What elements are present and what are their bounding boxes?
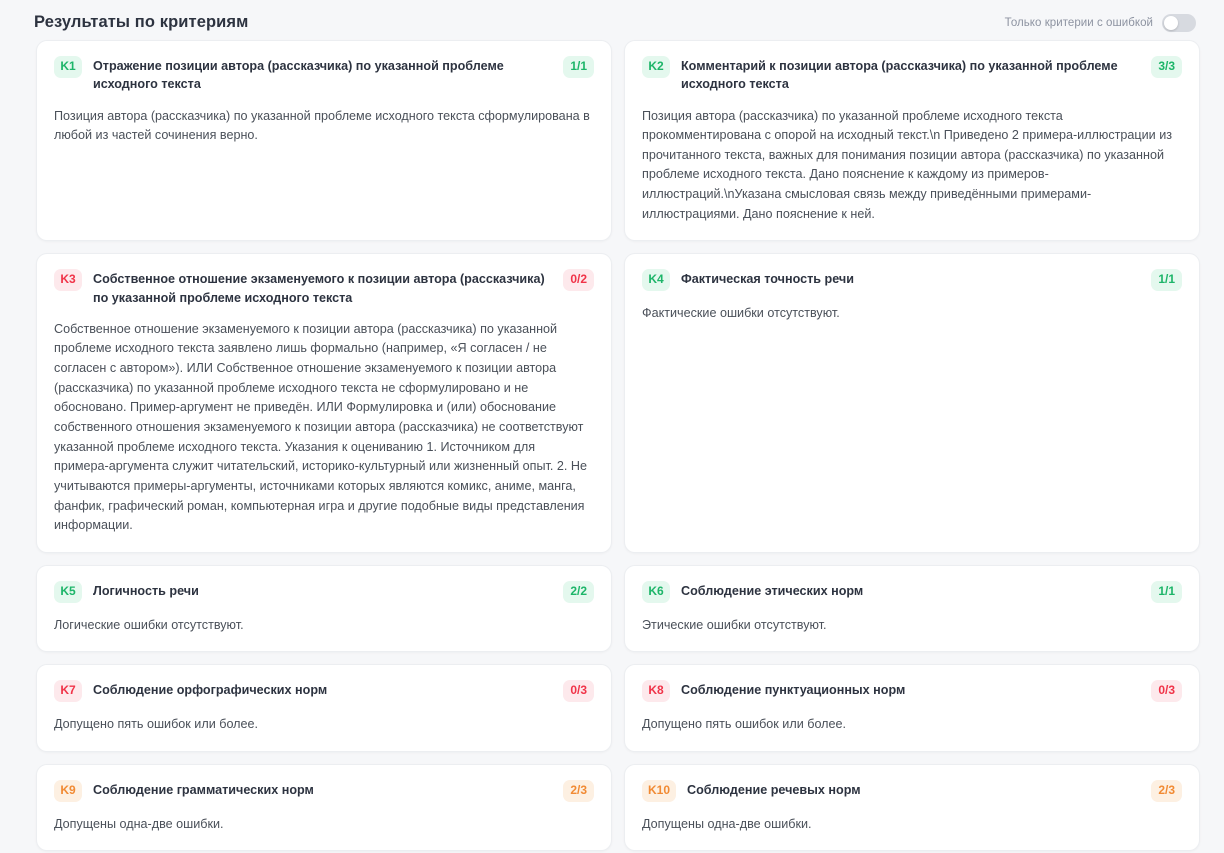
criterion-description: Собственное отношение экзаменуемого к позиции автора (рассказчика) по указанной проблеме исходного текста заявлено лишь формально (например, «Я согласен / не согласен с автором»). ИЛИ Собственное отношение экзаменуемого к позиции автора (рассказчика) по указанной проблеме исходного текста не сформулировано и не обосновано. Пример-аргумент не приведён. ИЛИ Формулировка и (или) обоснование собственного отношения экзаменуемого к позиции автора (рассказчика) не соответствуют указанной проблеме исходного текста. Указания к оцениванию 1. Источником для примера-аргумента служит читательский, историко-культурный или жизненный опыт. 2. Не учитываются примеры-аргументы, источниками которых являются комикс, аниме, манга, фанфик, графический роман, компьютерная игра и другие подобные виды представления информации. bbox=[54, 321, 591, 533]
criterion-description: Допущены одна-две ошибки. bbox=[642, 816, 812, 831]
criterion-card-k3 bbox=[36, 253, 612, 553]
criterion-header bbox=[54, 580, 594, 603]
criterion-header bbox=[642, 580, 1182, 603]
toggle-knob bbox=[1164, 16, 1178, 30]
criterion-card-k5 bbox=[36, 565, 612, 652]
criterion-header bbox=[54, 55, 594, 94]
criterion-title: Отражение позиции автора (рассказчика) по указанной проблеме исходного текста bbox=[93, 59, 504, 92]
criterion-code-badge: K5 bbox=[54, 581, 82, 603]
criterion-header bbox=[54, 268, 594, 307]
error-only-toggle[interactable] bbox=[1162, 14, 1196, 32]
criterion-card-k8 bbox=[624, 664, 1200, 751]
criterion-title: Соблюдение речевых норм bbox=[687, 782, 861, 797]
criteria-grid bbox=[0, 38, 1224, 851]
criterion-description: Позиция автора (рассказчика) по указанной проблеме исходного текста прокомментирована с опорой на исходный текст.\n Приведено 2 примера-иллюстрации из прочитанного текста, важных для понимания позиции автора (рассказчика) по указанной проблеме исходного текста. Дано пояснение к каждому из примеров-иллюстраций.\nУказана смысловая связь между приведёнными примерами-иллюстрациями. Дано пояснение к ней. bbox=[642, 108, 1176, 221]
criterion-description: Фактические ошибки отсутствуют. bbox=[642, 306, 840, 321]
criterion-score-badge: 0/3 bbox=[1151, 680, 1182, 702]
criterion-code-badge: K1 bbox=[54, 56, 82, 78]
criterion-card-k1 bbox=[36, 40, 612, 241]
criterion-score-badge: 1/1 bbox=[563, 56, 594, 78]
page-header bbox=[0, 0, 1224, 38]
criterion-header bbox=[642, 779, 1182, 802]
criterion-title: Соблюдение пунктуационных норм bbox=[681, 683, 906, 698]
criterion-card-k6 bbox=[624, 565, 1200, 652]
criterion-card-k4 bbox=[624, 253, 1200, 553]
criterion-description: Допущены одна-две ошибки. bbox=[54, 816, 224, 831]
criterion-score-badge: 2/3 bbox=[1151, 780, 1182, 802]
criterion-header bbox=[642, 55, 1182, 94]
criterion-title: Логичность речи bbox=[93, 583, 199, 598]
criterion-title: Соблюдение орфографических норм bbox=[93, 683, 328, 698]
criterion-code-badge: K4 bbox=[642, 269, 670, 291]
criterion-header bbox=[642, 268, 1182, 291]
criterion-score-badge: 3/3 bbox=[1151, 56, 1182, 78]
criterion-description: Допущено пять ошибок или более. bbox=[642, 717, 847, 732]
criterion-description: Позиция автора (рассказчика) по указанной проблеме исходного текста сформулирована в любой из частей сочинения верно. bbox=[54, 108, 594, 143]
criterion-title: Соблюдение грамматических норм bbox=[93, 782, 314, 797]
criterion-score-badge: 1/1 bbox=[1151, 269, 1182, 291]
criterion-header bbox=[642, 679, 1182, 702]
page-title: Результаты по критериям bbox=[34, 12, 249, 31]
criterion-title: Соблюдение этических норм bbox=[681, 583, 864, 598]
criterion-header bbox=[54, 779, 594, 802]
criterion-score-badge: 2/3 bbox=[563, 780, 594, 802]
criterion-description: Допущено пять ошибок или более. bbox=[54, 717, 259, 732]
criterion-code-badge: K10 bbox=[642, 780, 676, 802]
criterion-description: Этические ошибки отсутствуют. bbox=[642, 617, 827, 632]
criterion-score-badge: 2/2 bbox=[563, 581, 594, 603]
criterion-title: Фактическая точность речи bbox=[681, 272, 854, 287]
criterion-score-badge: 1/1 bbox=[1151, 581, 1182, 603]
criterion-title: Комментарий к позиции автора (рассказчика) по указанной проблеме исходного текста bbox=[681, 59, 1118, 92]
criterion-card-k2 bbox=[624, 40, 1200, 241]
error-only-filter[interactable] bbox=[1005, 14, 1196, 32]
criterion-description: Логические ошибки отсутствуют. bbox=[54, 617, 244, 632]
criterion-code-badge: K3 bbox=[54, 269, 82, 291]
criterion-title: Собственное отношение экзаменуемого к позиции автора (рассказчика) по указанной проблеме исходного текста bbox=[93, 272, 545, 305]
criterion-score-badge: 0/3 bbox=[563, 680, 594, 702]
criterion-score-badge: 0/2 bbox=[563, 269, 594, 291]
error-only-filter-label: Только критерии с ошибкой bbox=[1004, 16, 1153, 29]
criterion-code-badge: K6 bbox=[642, 581, 670, 603]
criterion-card-k10 bbox=[624, 764, 1200, 851]
criterion-code-badge: K8 bbox=[642, 680, 670, 702]
criterion-header bbox=[54, 679, 594, 702]
criterion-card-k7 bbox=[36, 664, 612, 751]
criterion-code-badge: K2 bbox=[642, 56, 670, 78]
criterion-card-k9 bbox=[36, 764, 612, 851]
criterion-code-badge: K9 bbox=[54, 780, 82, 802]
criterion-code-badge: K7 bbox=[54, 680, 82, 702]
